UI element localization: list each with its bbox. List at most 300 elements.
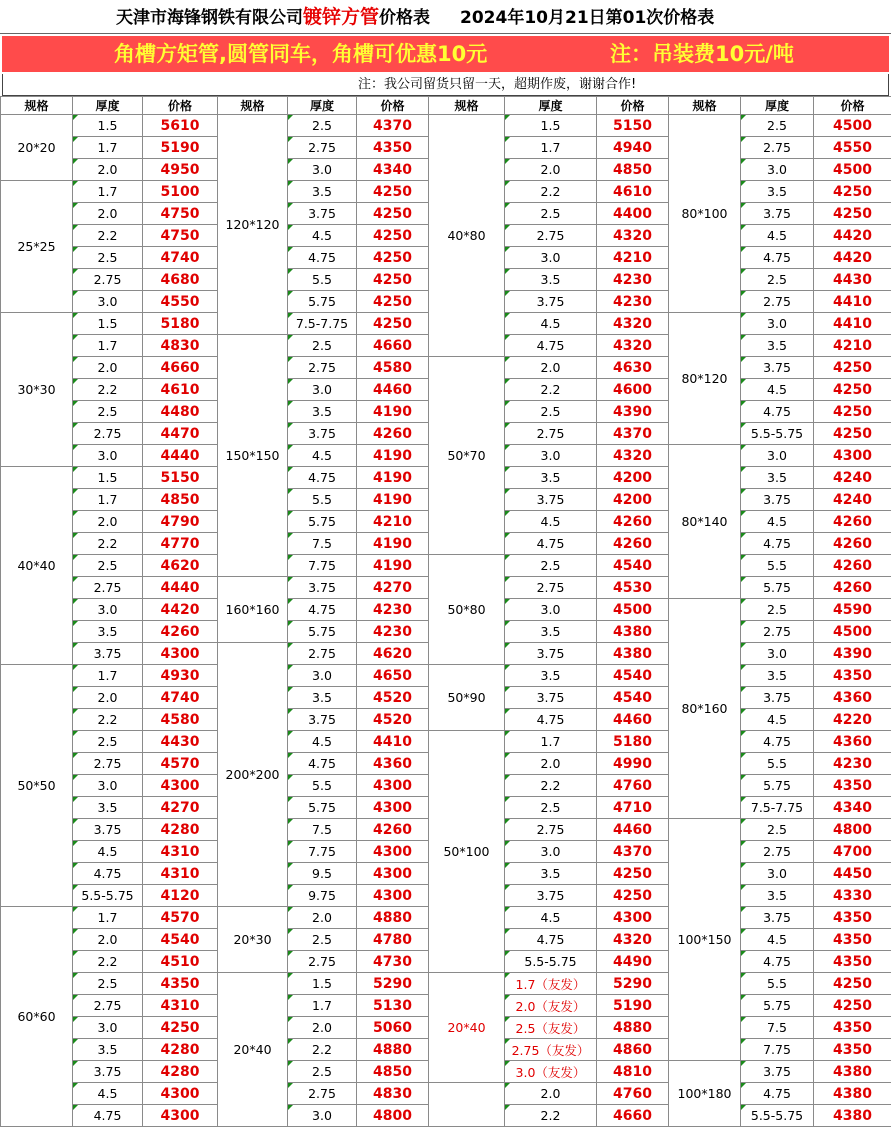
price-cell: 5180 (597, 731, 669, 753)
price-cell: 4570 (143, 907, 218, 929)
header-row (1, 97, 218, 115)
thickness-cell: 5.75 (288, 511, 357, 533)
thickness-cell: 4.5 (741, 225, 814, 247)
thickness-cell: 3.75 (288, 203, 357, 225)
thickness-cell: 2.0（友发） (505, 995, 597, 1017)
spec-cell: 50*70 (429, 357, 505, 555)
price-cell: 4320 (597, 313, 669, 335)
price-cell: 4400 (597, 203, 669, 225)
price-cell: 4260 (597, 533, 669, 555)
price-cell: 5100 (143, 181, 218, 203)
price-cell: 4850 (357, 1061, 429, 1083)
price-cell: 4230 (357, 621, 429, 643)
price-cell: 4750 (143, 225, 218, 247)
thickness-cell: 2.2 (73, 951, 143, 973)
price-cell: 5290 (357, 973, 429, 995)
price-cell: 4310 (143, 995, 218, 1017)
price-cell: 4250 (357, 291, 429, 313)
thickness-cell: 7.5 (288, 533, 357, 555)
price-cell: 4880 (597, 1017, 669, 1039)
thickness-cell: 3.5 (73, 1039, 143, 1061)
thickness-cell: 4.5 (741, 709, 814, 731)
thickness-cell: 4.75 (505, 533, 597, 555)
price-cell: 4630 (597, 357, 669, 379)
price-cell: 4230 (597, 291, 669, 313)
thickness-cell: 2.5 (505, 203, 597, 225)
thickness-cell: 3.5 (741, 467, 814, 489)
header-row (669, 97, 891, 115)
thickness-cell: 1.5 (505, 115, 597, 137)
price-cell: 4320 (597, 225, 669, 247)
thickness-cell: 4.75 (505, 709, 597, 731)
thickness-cell: 2.0 (73, 203, 143, 225)
price-cell: 4380 (597, 621, 669, 643)
price-cell: 4430 (814, 269, 891, 291)
thickness-cell: 4.5 (505, 313, 597, 335)
thickness-cell: 2.2 (73, 709, 143, 731)
price-cell: 4370 (597, 841, 669, 863)
spec-cell: 80*100 (669, 115, 741, 313)
thickness-cell: 5.5 (288, 775, 357, 797)
sheet-title (0, 0, 891, 34)
thickness-cell: 3.75 (288, 709, 357, 731)
price-cell: 4540 (597, 555, 669, 577)
price-cell: 4360 (814, 731, 891, 753)
price-cell: 4750 (143, 203, 218, 225)
price-cell: 4480 (143, 401, 218, 423)
table-row (1, 467, 218, 489)
price-cell: 4760 (597, 1083, 669, 1105)
spec-cell: 80*120 (669, 313, 741, 445)
header-price: 价格 (597, 97, 669, 115)
thickness-cell: 3.5 (741, 181, 814, 203)
price-cell: 4280 (143, 1039, 218, 1061)
thickness-cell: 3.0 (288, 159, 357, 181)
thickness-cell: 4.75 (741, 247, 814, 269)
thickness-cell: 3.75 (505, 687, 597, 709)
thickness-cell: 3.0 (288, 665, 357, 687)
thickness-cell: 2.5 (288, 929, 357, 951)
thickness-cell: 5.75 (741, 577, 814, 599)
thickness-cell: 1.7（友发） (505, 973, 597, 995)
thickness-cell: 5.5 (288, 269, 357, 291)
price-cell: 4250 (357, 269, 429, 291)
price-cell: 5060 (357, 1017, 429, 1039)
header-spec: 规格 (1, 97, 73, 115)
thickness-cell: 3.0 (741, 313, 814, 335)
spec-cell: 150*150 (218, 335, 288, 577)
thickness-cell: 3.0 (73, 291, 143, 313)
thickness-cell: 3.5 (505, 665, 597, 687)
thickness-cell: 4.5 (741, 511, 814, 533)
spec-cell: 80*160 (669, 599, 741, 819)
thickness-cell: 3.5 (741, 335, 814, 357)
price-cell: 4250 (814, 973, 891, 995)
thickness-cell: 2.0 (505, 753, 597, 775)
thickness-cell: 3.5 (505, 269, 597, 291)
thickness-cell: 3.75 (741, 357, 814, 379)
thickness-cell: 2.75 (288, 137, 357, 159)
price-cell: 4460 (597, 709, 669, 731)
price-cell: 4210 (597, 247, 669, 269)
price-cell: 4950 (143, 159, 218, 181)
spec-cell: 100*150 (669, 819, 741, 1061)
thickness-cell: 4.5 (73, 1083, 143, 1105)
thickness-cell: 4.5 (741, 929, 814, 951)
thickness-cell: 2.75 (505, 225, 597, 247)
thickness-cell: 4.5 (73, 841, 143, 863)
thickness-cell: 4.75 (741, 731, 814, 753)
price-cell: 4310 (143, 841, 218, 863)
price-cell: 4190 (357, 533, 429, 555)
thickness-cell: 7.75 (288, 841, 357, 863)
spec-cell: 50*90 (429, 665, 505, 731)
thickness-cell: 5.75 (741, 775, 814, 797)
thickness-cell: 3.5 (288, 401, 357, 423)
price-cell: 4280 (143, 1061, 218, 1083)
price-cell: 5150 (143, 467, 218, 489)
price-cell: 4340 (357, 159, 429, 181)
table-row (429, 1083, 669, 1105)
header-row (218, 97, 429, 115)
price-cell: 4420 (814, 225, 891, 247)
price-cell: 4510 (143, 951, 218, 973)
thickness-cell: 3.0（友发） (505, 1061, 597, 1083)
thickness-cell: 3.75 (505, 489, 597, 511)
price-cell: 4220 (814, 709, 891, 731)
banner-fee-text: 注：吊装费10元/吨 (610, 36, 794, 72)
thickness-cell: 5.5-5.75 (73, 885, 143, 907)
thickness-cell: 1.7 (73, 907, 143, 929)
price-cell: 4320 (597, 929, 669, 951)
thickness-cell: 9.5 (288, 863, 357, 885)
thickness-cell: 2.75（友发） (505, 1039, 597, 1061)
table-row (669, 313, 891, 335)
price-cell: 4660 (143, 357, 218, 379)
thickness-cell: 2.2 (505, 181, 597, 203)
price-cell: 4730 (357, 951, 429, 973)
price-cell: 4300 (357, 885, 429, 907)
thickness-cell: 3.75 (288, 423, 357, 445)
thickness-cell: 2.75 (73, 423, 143, 445)
price-cell: 4550 (814, 137, 891, 159)
thickness-cell: 2.75 (288, 357, 357, 379)
thickness-cell: 7.5-7.75 (288, 313, 357, 335)
price-cell: 4310 (143, 863, 218, 885)
price-cell: 4210 (357, 511, 429, 533)
thickness-cell: 2.75 (288, 643, 357, 665)
thickness-cell: 2.0 (288, 907, 357, 929)
thickness-cell: 4.5 (288, 445, 357, 467)
price-cell: 5150 (597, 115, 669, 137)
price-cell: 4230 (357, 599, 429, 621)
price-cell: 4300 (357, 841, 429, 863)
thickness-cell: 3.0 (73, 1017, 143, 1039)
price-cell: 4190 (357, 555, 429, 577)
thickness-cell: 4.75 (741, 533, 814, 555)
thickness-cell: 4.75 (288, 467, 357, 489)
price-cell: 4300 (357, 797, 429, 819)
price-cell: 4260 (143, 621, 218, 643)
table-row (429, 555, 669, 577)
thickness-cell: 2.0 (73, 687, 143, 709)
price-cell: 4240 (814, 489, 891, 511)
price-cell: 4250 (357, 181, 429, 203)
thickness-cell: 2.5 (741, 115, 814, 137)
table-row (1, 313, 218, 335)
thickness-cell: 2.5 (741, 819, 814, 841)
price-cell: 4470 (143, 423, 218, 445)
thickness-cell: 3.5 (505, 863, 597, 885)
price-cell: 4240 (814, 467, 891, 489)
table-row (1, 181, 218, 203)
price-cell: 4350 (814, 775, 891, 797)
thickness-cell: 3.75 (73, 819, 143, 841)
price-cell: 4250 (357, 203, 429, 225)
thickness-cell: 3.5 (741, 665, 814, 687)
price-cell: 4770 (143, 533, 218, 555)
thickness-cell: 2.5 (505, 401, 597, 423)
price-cell: 4280 (143, 819, 218, 841)
spec-cell: 120*120 (218, 115, 288, 335)
price-cell: 5130 (357, 995, 429, 1017)
spec-cell: 40*40 (1, 467, 73, 665)
price-cell: 4520 (357, 687, 429, 709)
price-cell: 4260 (814, 555, 891, 577)
thickness-cell: 4.75 (288, 599, 357, 621)
header-price: 价格 (814, 97, 891, 115)
table-row (1, 665, 218, 687)
thickness-cell: 4.75 (741, 1083, 814, 1105)
price-cell: 4250 (357, 247, 429, 269)
title-date: 2024年10月21日第01次价格表 (460, 8, 714, 28)
thickness-cell: 2.0 (505, 357, 597, 379)
price-cell: 4430 (143, 731, 218, 753)
thickness-cell: 5.5 (288, 489, 357, 511)
price-cell: 4540 (143, 929, 218, 951)
price-cell: 4860 (597, 1039, 669, 1061)
spec-cell: 40*80 (429, 115, 505, 357)
table-row (429, 731, 669, 753)
thickness-cell: 1.5 (288, 973, 357, 995)
price-cell: 4350 (814, 665, 891, 687)
price-cell: 4190 (357, 445, 429, 467)
spec-cell: 20*30 (218, 907, 288, 973)
thickness-cell: 1.5 (73, 467, 143, 489)
price-cell: 4250 (357, 313, 429, 335)
thickness-cell: 3.0 (505, 599, 597, 621)
thickness-cell: 4.75 (288, 753, 357, 775)
price-cell: 4420 (143, 599, 218, 621)
price-cell: 4260 (597, 511, 669, 533)
price-cell: 4500 (814, 159, 891, 181)
thickness-cell: 2.75 (741, 841, 814, 863)
thickness-cell: 5.75 (288, 291, 357, 313)
spec-cell: 100*180 (669, 1061, 741, 1127)
price-cell: 4320 (597, 335, 669, 357)
price-cell: 4550 (143, 291, 218, 313)
thickness-cell: 3.75 (288, 577, 357, 599)
price-cell: 4250 (143, 1017, 218, 1039)
thickness-cell: 2.5 (741, 269, 814, 291)
price-cell: 4580 (357, 357, 429, 379)
thickness-cell: 2.5 (73, 731, 143, 753)
price-cell: 4380 (814, 1105, 891, 1127)
price-cell: 4260 (814, 511, 891, 533)
price-cell: 4300 (597, 907, 669, 929)
price-cell: 5190 (143, 137, 218, 159)
price-cell: 4370 (597, 423, 669, 445)
thickness-cell: 3.75 (741, 1061, 814, 1083)
price-cell: 4830 (357, 1083, 429, 1105)
price-cell: 4250 (597, 885, 669, 907)
price-cell: 4790 (143, 511, 218, 533)
price-cell: 4260 (814, 533, 891, 555)
price-table-column-2 (217, 96, 429, 1127)
thickness-cell: 1.7 (73, 137, 143, 159)
price-cell: 4390 (814, 643, 891, 665)
table-row (218, 907, 429, 929)
thickness-cell: 3.0 (741, 445, 814, 467)
price-cell: 4350 (814, 929, 891, 951)
thickness-cell: 2.75 (288, 1083, 357, 1105)
spec-cell (429, 1083, 505, 1127)
price-cell: 4410 (814, 313, 891, 335)
price-cell: 4410 (814, 291, 891, 313)
price-cell: 5190 (597, 995, 669, 1017)
banner-discount-text: 角槽方矩管,圆管同车，角槽可优惠10元 (114, 36, 487, 72)
spec-cell: 20*20 (1, 115, 73, 181)
price-cell: 4850 (597, 159, 669, 181)
price-cell: 4450 (814, 863, 891, 885)
thickness-cell: 5.5-5.75 (741, 423, 814, 445)
price-cell: 4990 (597, 753, 669, 775)
thickness-cell: 5.75 (288, 621, 357, 643)
price-cell: 4350 (814, 951, 891, 973)
header-spec: 规格 (429, 97, 505, 115)
thickness-cell: 3.0 (73, 775, 143, 797)
price-cell: 4260 (357, 819, 429, 841)
price-cell: 4190 (357, 401, 429, 423)
thickness-cell: 2.0 (505, 159, 597, 181)
thickness-cell: 3.75 (741, 687, 814, 709)
thickness-cell: 2.75 (741, 291, 814, 313)
price-cell: 4320 (597, 445, 669, 467)
spec-cell: 50*80 (429, 555, 505, 665)
thickness-cell: 2.5 (288, 1061, 357, 1083)
price-cell: 5290 (597, 973, 669, 995)
price-cell: 4300 (143, 1083, 218, 1105)
thickness-cell: 3.75 (741, 907, 814, 929)
thickness-cell: 2.5 (73, 247, 143, 269)
price-cell: 4350 (814, 1039, 891, 1061)
spec-cell: 50*100 (429, 731, 505, 973)
price-cell: 4420 (814, 247, 891, 269)
thickness-cell: 5.5-5.75 (505, 951, 597, 973)
price-cell: 4350 (814, 907, 891, 929)
table-row (1, 907, 218, 929)
price-cell: 4210 (814, 335, 891, 357)
price-cell: 4250 (814, 203, 891, 225)
price-cell: 4760 (597, 775, 669, 797)
price-cell: 4250 (814, 379, 891, 401)
promo-banner (2, 36, 889, 72)
price-cell: 4800 (357, 1105, 429, 1127)
header-thickness: 厚度 (288, 97, 357, 115)
spec-cell: 160*160 (218, 577, 288, 643)
thickness-cell: 3.75 (73, 1061, 143, 1083)
table-row (669, 1061, 891, 1083)
thickness-cell: 4.5 (505, 907, 597, 929)
thickness-cell: 2.2 (505, 379, 597, 401)
price-cell: 4300 (143, 1105, 218, 1127)
thickness-cell: 3.75 (505, 291, 597, 313)
thickness-cell: 2.5 (73, 401, 143, 423)
thickness-cell: 3.0 (505, 445, 597, 467)
thickness-cell: 2.5 (288, 115, 357, 137)
spec-cell: 60*60 (1, 907, 73, 1127)
title-suffix: 价格表 (379, 8, 430, 28)
price-cell: 4250 (814, 357, 891, 379)
table-row (429, 357, 669, 379)
price-cell: 4880 (357, 1039, 429, 1061)
spec-cell: 20*40 (429, 973, 505, 1083)
thickness-cell: 3.0 (741, 159, 814, 181)
price-cell: 4610 (597, 181, 669, 203)
thickness-cell: 4.75 (505, 335, 597, 357)
price-cell: 4540 (597, 665, 669, 687)
price-cell: 4460 (597, 819, 669, 841)
price-cell: 4830 (143, 335, 218, 357)
thickness-cell: 1.7 (73, 489, 143, 511)
price-cell: 4850 (143, 489, 218, 511)
thickness-cell: 5.5-5.75 (741, 1105, 814, 1127)
thickness-cell: 3.75 (505, 885, 597, 907)
table-row (218, 115, 429, 137)
price-cell: 4680 (143, 269, 218, 291)
price-cell: 4780 (357, 929, 429, 951)
thickness-cell: 3.5 (73, 621, 143, 643)
thickness-cell: 2.2 (288, 1039, 357, 1061)
price-cell: 4380 (814, 1083, 891, 1105)
thickness-cell: 2.0 (73, 159, 143, 181)
price-cell: 4490 (597, 951, 669, 973)
price-cell: 4250 (814, 401, 891, 423)
price-cell: 4300 (814, 445, 891, 467)
table-row (669, 599, 891, 621)
title-highlight: 镀锌方管 (303, 6, 379, 28)
header-spec: 规格 (218, 97, 288, 115)
price-cell: 4230 (814, 753, 891, 775)
thickness-cell: 4.75 (741, 401, 814, 423)
thickness-cell: 2.0 (73, 929, 143, 951)
thickness-cell: 2.75 (741, 621, 814, 643)
price-cell: 4230 (597, 269, 669, 291)
price-cell: 4300 (143, 643, 218, 665)
thickness-cell: 3.0 (505, 841, 597, 863)
table-row (669, 445, 891, 467)
thickness-cell: 7.5 (288, 819, 357, 841)
price-cell: 4410 (357, 731, 429, 753)
thickness-cell: 2.5 (741, 599, 814, 621)
table-row (218, 335, 429, 357)
thickness-cell: 5.5 (741, 973, 814, 995)
thickness-cell: 7.75 (741, 1039, 814, 1061)
price-cell: 4600 (597, 379, 669, 401)
thickness-cell: 3.5 (288, 687, 357, 709)
thickness-cell: 3.5 (505, 621, 597, 643)
price-cell: 4800 (814, 819, 891, 841)
